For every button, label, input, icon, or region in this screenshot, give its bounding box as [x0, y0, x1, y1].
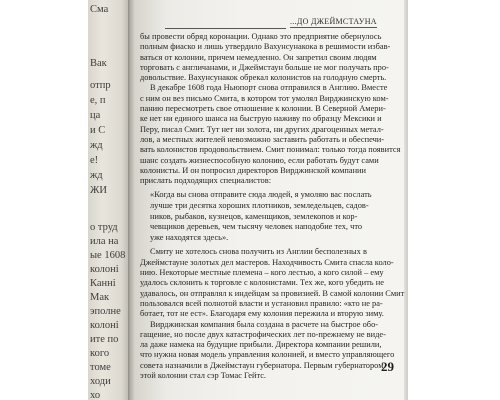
- text-line: удалось склонить к торговле с колонистами. Тех же, кого убедить не: [140, 278, 384, 288]
- text-line: с ним он вез письмо Смита, в котором тот умолял Вирджинскую ком-: [140, 93, 389, 103]
- text-line: лов, а местных жителей невозможно заставить работать и обеспечи-: [140, 134, 385, 144]
- page-number: 29: [381, 359, 394, 374]
- left-page-fragment: эполне: [90, 306, 121, 317]
- left-page-fragment: жд: [90, 170, 103, 181]
- text-line: ваться от колонии, причем немедленно. Он запретил своим людям: [140, 52, 377, 62]
- text-line: полным фиаско и лишь утвердило Вахунсунакока в решимости избав-: [140, 42, 391, 52]
- left-page-fragment: колоні: [90, 264, 119, 275]
- text-line: ла даже намека на будущие прибыли. Директора компании решили,: [140, 340, 382, 350]
- left-page-fragment: отпр: [90, 80, 111, 91]
- text-line: прислать подходящих специалистов:: [140, 176, 272, 186]
- left-page-fragment: хо: [90, 390, 101, 400]
- text-line: ботает, тот не ест». Благодаря ему колония пережила и вторую зиму.: [140, 309, 384, 319]
- text-line: колонисты. И он попросил директоров Вирджинской компании: [140, 165, 367, 175]
- text-line: удавалось, он отправлял к индейцам за провизией. В самой колонии Смит: [140, 288, 405, 298]
- paragraph-2: [140, 83, 401, 186]
- paragraph-3: [140, 247, 405, 319]
- running-head-rule: [165, 28, 286, 29]
- paragraph-4: [140, 319, 395, 382]
- left-page-fragment: ые 1608: [90, 250, 126, 261]
- paragraph-1: [140, 32, 391, 83]
- text-line: Вирджинская компания была создана в расчете на быстрое обо-: [150, 319, 379, 329]
- text-line: совета назначили в Джеймстаун губернатора. Первым губернатором: [140, 360, 384, 370]
- left-page-fragment: кого: [90, 348, 110, 359]
- text-line: торговать с англичанами, и Джеймстаун больше не мог получать про-: [140, 62, 389, 72]
- left-page-fragment: ца: [90, 110, 101, 121]
- text-line: чевщиков деревьев, чем тысячу человек наподобие тех, что: [150, 222, 363, 232]
- text-line: Смиту не хотелось снова получить из Англии бесполезных в: [150, 247, 367, 257]
- text-line: Перу, писал Смит. Тут нет ни золота, ни других драгоценных метал-: [140, 124, 384, 134]
- left-page-fragment: жд: [90, 140, 103, 151]
- text-line: В декабре 1608 года Ньюпорт снова отправился в Англию. Вместе: [150, 83, 388, 93]
- left-page-fragment: Вак: [90, 58, 107, 69]
- text-line: ников, рыбаков, кузнецов, каменщиков, землекопов и кор-: [150, 211, 358, 221]
- left-page-fragment: Мак: [90, 292, 110, 303]
- left-page-fragment: Сма: [90, 4, 109, 15]
- text-line: нию. Некоторые местные племена – кого лестью, а кого силой – ему: [140, 268, 384, 278]
- text-line: что нужна новая модель управления колонией, и вместо управляющего: [140, 350, 395, 360]
- running-head: ...ДО ДЖЕЙМСТАУНА: [290, 17, 377, 26]
- text-line: «Когда вы снова отправите сюда людей, я умоляю вас послать: [150, 190, 372, 200]
- text-line: этой колонии стал сэр Томас Гейтс.: [140, 370, 267, 380]
- text-line: ке нет ни единого шанса на быструю наживу по образцу Мексики и: [140, 114, 382, 124]
- left-page-fragment: и С: [90, 125, 106, 136]
- text-line: бы провести обряд коронации. Однако это предприятие обернулось: [140, 32, 382, 41]
- text-line: панию пересмотреть свое отношение к колонии. В Северной Амери-: [140, 104, 386, 114]
- left-page-fragment: ходи: [90, 376, 111, 387]
- quote-block: [150, 190, 388, 243]
- left-page-fragment: е, п: [90, 95, 106, 106]
- text-line: гащение, но после двух катастрофических лет по-прежнему не виде-: [140, 329, 386, 339]
- text-line: довольствие. Вахунсунакок обрекал колонистов на голодную смерть.: [140, 73, 387, 83]
- left-page-fragment: Канні: [90, 278, 116, 289]
- left-page-fragment: ите по: [90, 334, 119, 345]
- left-page-fragment: колоні: [90, 320, 119, 331]
- left-page-fragment: о труд: [90, 222, 118, 233]
- page-edge: [404, 0, 408, 400]
- left-page-fragment: е!: [90, 155, 99, 166]
- text-line: вать колонистов продовольствием. Смит понимал: только тогда появится: [140, 145, 401, 155]
- left-page-fragment: томе: [90, 362, 111, 373]
- text-line: пользовался всей полнотой власти и установил правило: «кто не ра-: [140, 298, 383, 308]
- text-line: Джеймстауне золотых дел мастеров. Находчивость Смита спасла коло-: [140, 257, 394, 267]
- page-body: [140, 32, 405, 381]
- left-page-fragment: ЖИ: [90, 185, 107, 196]
- text-line: уже находятся здесь».: [150, 232, 229, 242]
- left-page: [88, 0, 130, 400]
- text-line: шанс создать жизнеспособную колонию, если работать будут сами: [140, 155, 379, 165]
- left-page-fragment: ила на: [90, 236, 119, 247]
- text-line: лучше три десятка хороших плотников, земледельцев, садов-: [150, 201, 369, 211]
